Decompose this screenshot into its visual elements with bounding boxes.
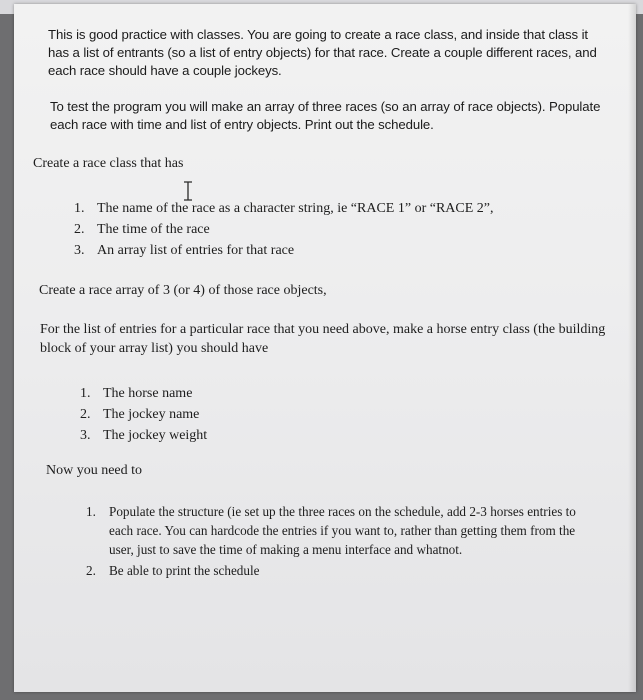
- list-item: [80, 426, 380, 445]
- page-shadow-edge: [628, 4, 636, 692]
- list-item-number: 1.: [74, 201, 85, 216]
- intro-paragraph-2: To test the program you will make an array of three races (so an array of race objects). Populate each race with time and list of entry objects. Print out the schedule.: [50, 99, 601, 132]
- list-item-number: 1.: [80, 386, 91, 401]
- next-steps-list: [86, 502, 586, 582]
- list-item-text: Be able to print the schedule: [109, 563, 260, 578]
- list-item: [86, 502, 586, 559]
- text-cursor-icon: [182, 181, 194, 201]
- document-page: [14, 4, 636, 692]
- list-item: [86, 561, 586, 580]
- list-item-text: The horse name: [103, 386, 193, 401]
- list-item-number: 2.: [80, 407, 91, 422]
- list-item-number: 3.: [74, 243, 85, 258]
- entry-class-heading: For the list of entries for a particular race that you need above, make a horse entry class (the building block of your array list) you should have: [40, 322, 606, 356]
- list-item-text: The name of the race as a character string, ie “RACE 1” or “RACE 2”,: [97, 201, 494, 216]
- list-item-number: 3.: [80, 428, 91, 443]
- race-class-heading: Create a race class that has: [33, 156, 184, 171]
- list-item-number: 1.: [86, 504, 96, 519]
- race-class-list: [74, 199, 574, 262]
- list-item: [74, 220, 574, 239]
- race-array-text: Create a race array of 3 (or 4) of those race objects,: [39, 283, 327, 298]
- list-item-number: 2.: [74, 222, 85, 237]
- intro-paragraph-1: This is good practice with classes. You are going to create a race class, and inside that class it has a list of entrants (so a list of entry objects) for that race. Create a couple different races, and each race should have a couple jockeys.: [48, 27, 597, 78]
- list-item-text: The jockey weight: [103, 428, 208, 443]
- next-steps-heading: Now you need to: [46, 463, 143, 478]
- list-item: [74, 199, 574, 218]
- list-item: [80, 384, 380, 403]
- list-item-text: An array list of entries for that race: [97, 243, 295, 258]
- list-item-number: 2.: [86, 563, 96, 578]
- entry-class-list: [80, 384, 380, 447]
- list-item-text: The time of the race: [97, 222, 210, 237]
- list-item-text: Populate the structure (ie set up the three races on the schedule, add 2-3 horses entries to each race. You can hardcode the entries if you want to, rather than getting them from the user, just to save the time of making a menu interface and whatnot.: [109, 504, 576, 557]
- list-item: [74, 241, 574, 260]
- list-item: [80, 405, 380, 424]
- list-item-text: The jockey name: [103, 407, 200, 422]
